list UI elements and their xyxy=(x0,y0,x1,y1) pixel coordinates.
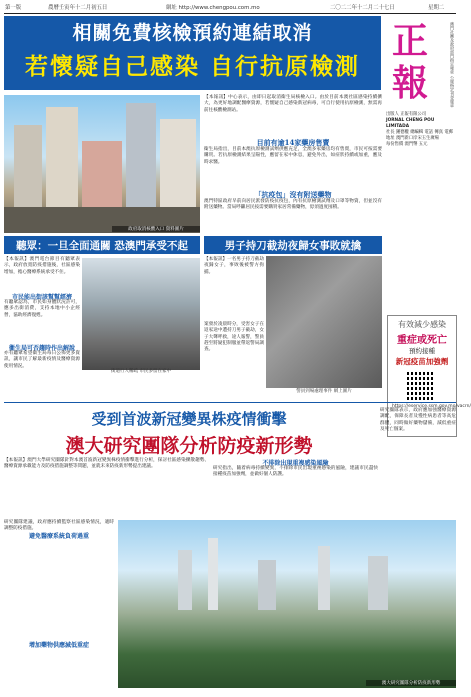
publisher: 出版人 正報有限公司 xyxy=(386,112,427,117)
story2-paragraph-1: 【本報訊】澳門電台節目有聽眾表示，政府放寬防疫措施後，社區感染增加，擔心醫療系統承受不住。 xyxy=(4,257,80,275)
story4-headline-1: 受到首波新冠變異株疫情衝擊 xyxy=(91,410,287,428)
story3-photo-caption: 警員到場處理事件 網上圖片 xyxy=(296,389,352,394)
company-name: JORNAL CHENG POU LIMITADA xyxy=(386,118,435,129)
story2-photo-caption: 街道行人稀疏 市民多留在家中 xyxy=(111,369,171,374)
section-divider xyxy=(4,402,456,403)
masthead-details: 社長 鍾德權 總編輯 電話 傳真 電郵 地址 澳門新口岸宋玉生廣場 xyxy=(386,130,453,141)
story4-paragraph-2: 研究指出，隨着病毒持續變異，不排除市民出現重複感染的風險，建議市民盡快接種疫苗加強劑，並做好個人防護。 xyxy=(213,466,378,478)
photo-street-buildings xyxy=(4,95,200,233)
newspaper-logo: 正報 xyxy=(391,20,428,104)
story1-paragraph-3: 澳門特區政府早前向居民派發防疫抗疫包，內有抗原檢測試劑及口罩等物資，但並沒有附送藥物。當局呼籲居民按需要購買家居常備藥物，毋須過度囤積。 xyxy=(204,199,382,211)
photo-street-scene xyxy=(82,258,200,370)
photo-city-skyline xyxy=(118,520,456,688)
weekday: 星期二 xyxy=(428,5,445,11)
story4-paragraph-right: 研究團隊表示，政府應加強醫療資源調配，保障長者及慢性病患者等高危群體，同時做好藥物儲備，減低重症及死亡個案。 xyxy=(380,408,456,432)
story4-paragraph-3: 研究團隊建議，政府應持續監察社區感染情況，適時調整防疫措施。 xyxy=(4,520,114,532)
banner-headline-1: 相關免費核檢預約連結取消 xyxy=(72,22,313,44)
page-number: 第一版 xyxy=(5,5,22,11)
qr-code-pattern xyxy=(407,372,435,400)
story3-headline: 男子持刀截劫夜歸女事敗就擒 xyxy=(224,240,362,252)
ad-line-2: 重症或死亡 xyxy=(397,335,447,346)
story2-subhead-2: 衞生局可否趨時作出解說 xyxy=(8,345,75,352)
lunar-date: 農曆壬寅年十二月初五日 xyxy=(48,5,108,11)
ad-line-4: 新冠疫苗加強劑 xyxy=(395,357,449,366)
top-rule xyxy=(4,13,456,14)
photo-caption: 政府取消核酸入口 資料圖片 xyxy=(112,226,200,232)
story1-paragraph-1: 【本報訊】中心表示，由即日起取消衞生局核檢入口。由於目前本澳社區感染持續擴大，為更好地調配醫療資源，若懷疑自己感染新冠病毒，可自行使用抗原檢測，無需再前往核酸檢測站。 xyxy=(204,95,382,113)
ad-url: https://eservice.ssm.gov.mo/vacrn/ xyxy=(392,404,471,409)
publish-date: 二〇二二年十二月二十七日 xyxy=(330,5,395,11)
top-info-strip xyxy=(0,0,460,14)
story2-paragraph-2: 有聽眾認為，市民如身體狀況許可，應多出街消費，支持本地中小企經營，協助經濟復甦。 xyxy=(4,300,80,318)
story4-subhead-3: 增加藥物供應減低重症 xyxy=(28,642,89,649)
price: 每份售價 澳門幣 五元 xyxy=(386,142,428,147)
ad-line-3: 預約接種 xyxy=(409,347,435,355)
story4-subhead-1: 不排除出現重複感染風險 xyxy=(262,460,329,467)
story4-subhead-2: 避免醫療系統負荷過重 xyxy=(28,533,89,540)
story1-subhead-2: 「抗疫包」沒有附送藥物 xyxy=(254,190,332,199)
story2-paragraph-3: 亦有聽眾希望衞生局每日公佈更多資訊，讓市民了解最新疫情及醫療資源使用情況。 xyxy=(4,351,80,369)
masthead-info xyxy=(386,112,454,148)
photo-police-scene xyxy=(266,256,382,388)
story3-paragraph-2: 案發於凌晨時分，受害女子在返家途中遭持刀男子截劫，女子大聲呼救，途人報警，警員趕至將疑犯制服並帶返警局調查。 xyxy=(204,322,264,353)
story1-subhead-1: 目前有逾14家藥房售賣 xyxy=(256,138,330,147)
story2-headline: 聽眾：一旦全面通關 恐澳門承受不起 xyxy=(16,240,188,252)
story2-subhead-1: 市民能出街該幫幫經濟 xyxy=(11,294,72,301)
ad-line-1: 有效減少感染 xyxy=(398,320,446,329)
story1-paragraph-2: 衞生局指出，目前本澳抗原檢測試劑供應充足，全澳多家藥房均有售賣，市民可按需要購買。若抗原檢測結果呈陽性，應留在家中休息，避免外出，如症狀持續或加重，應及時求醫。 xyxy=(204,147,382,165)
story4-headline-2: 澳大研究團隊分析防疫新形勢 xyxy=(65,435,313,457)
masthead-side-text: 澳門社團及政府部門指定報章 公報指定刊登報章 xyxy=(450,22,455,108)
story4-photo-caption: 澳大研究團隊分析防疫新形勢 xyxy=(366,680,456,686)
story4-paragraph-1: 【本報訊】澳門大學研究團隊針對本澳首波新冠變異株疫情衝擊進行分析，探討社區感染擴散趨勢、醫療資源承載能力及防疫措施調整等問題，並就未來防疫新形勢提出建議。 xyxy=(4,458,209,470)
banner-headline-2: 若懷疑自己感染 自行抗原檢測 xyxy=(24,53,360,80)
story3-paragraph-1: 【本報訊】一名男子持刀截劫夜歸女子，事敗後被警方拘捕。 xyxy=(204,257,264,275)
website: 網址 http://www.chengpou.com.mo xyxy=(166,5,260,11)
